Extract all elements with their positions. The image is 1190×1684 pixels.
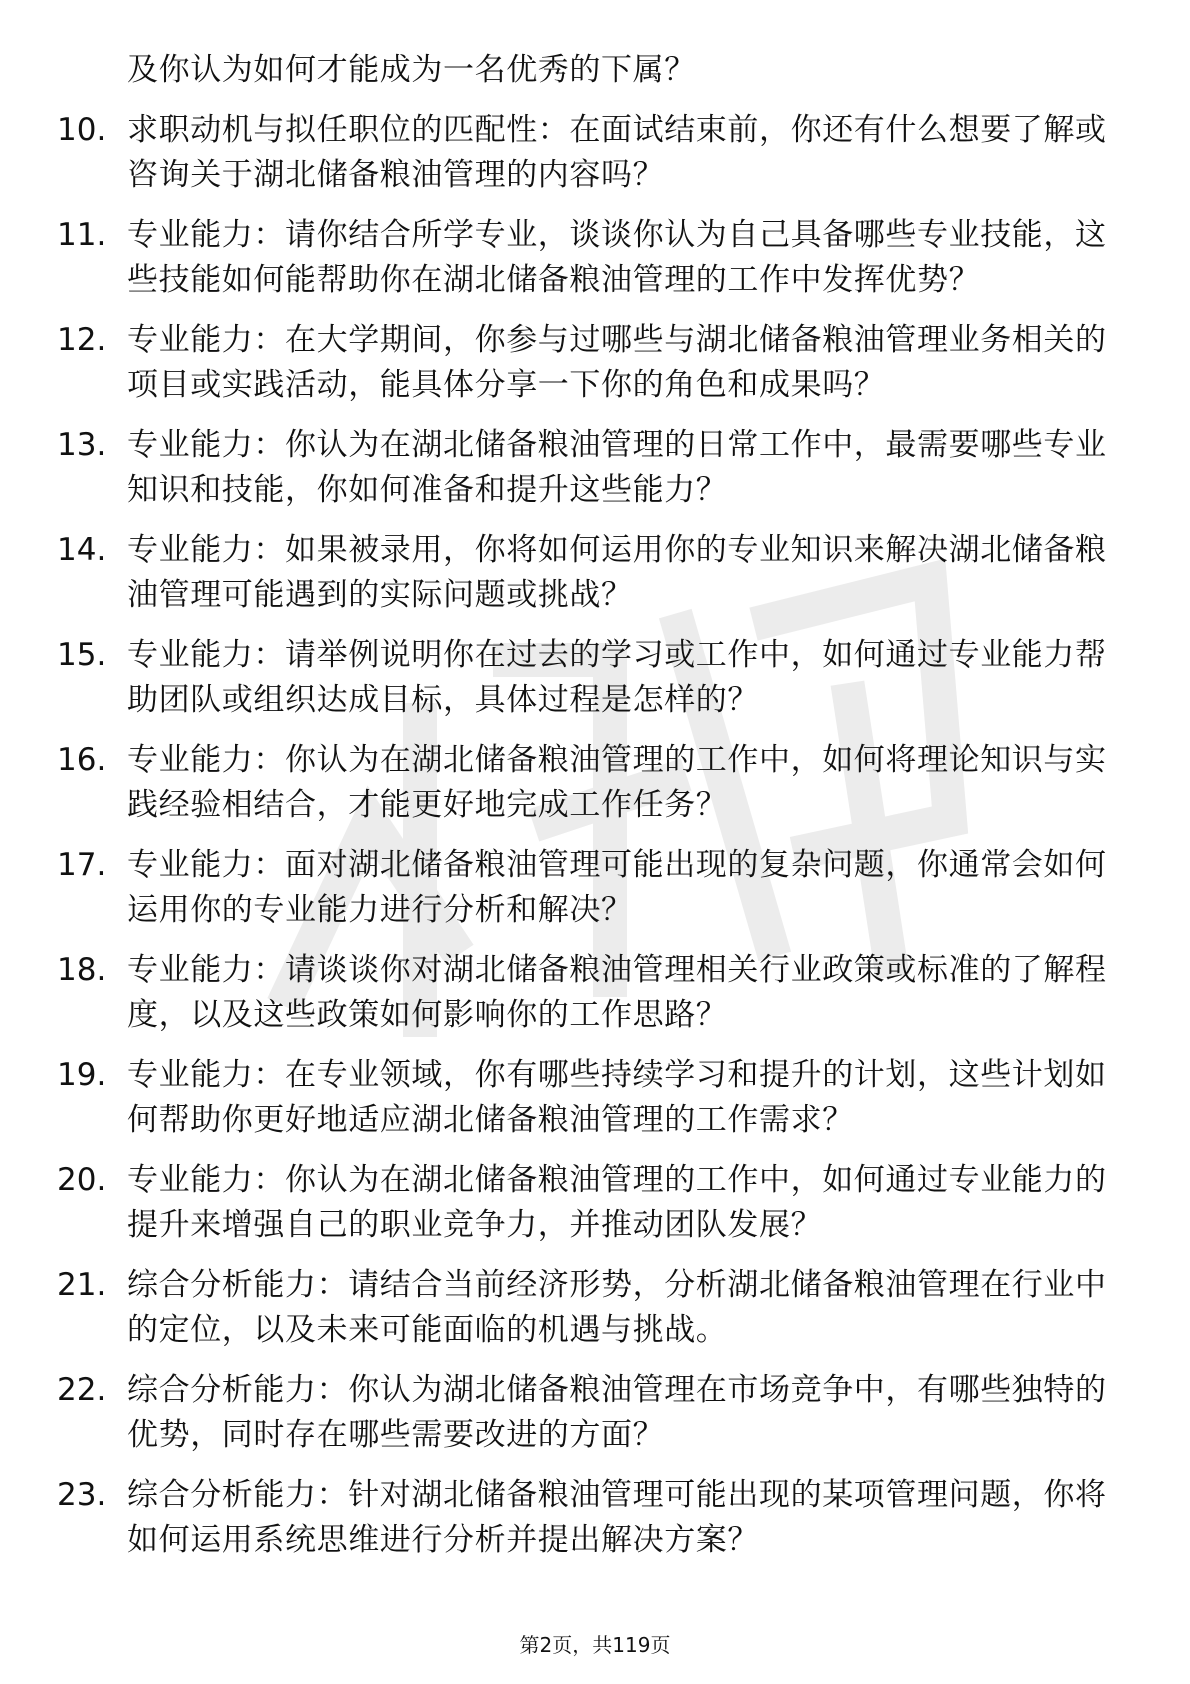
question-item <box>0 423 1117 513</box>
question-continuation <box>0 48 1117 93</box>
question-item <box>0 948 1117 1038</box>
question-item <box>0 1473 1117 1563</box>
page-footer: 第2页，共119页 <box>519 1633 671 1657</box>
question-text: 综合分析能力：你认为湖北储备粮油管理在市场竞争中，有哪些独特的优势，同时存在哪些需要改进的方面？ <box>127 1372 1107 1453</box>
question-number: 21. <box>57 1267 107 1303</box>
question-number: 13. <box>57 427 107 463</box>
question-text: 专业能力：在专业领域，你有哪些持续学习和提升的计划，这些计划如何帮助你更好地适应湖北储备粮油管理的工作需求？ <box>127 1057 1107 1138</box>
question-text: 专业能力：如果被录用，你将如何运用你的专业知识来解决湖北储备粮油管理可能遇到的实际问题或挑战？ <box>127 532 1107 613</box>
question-number: 14. <box>57 532 107 568</box>
question-item <box>0 318 1117 408</box>
question-number: 19. <box>57 1057 107 1093</box>
question-text: 求职动机与拟任职位的匹配性：在面试结束前，你还有什么想要了解或咨询关于湖北储备粮油管理的内容吗？ <box>127 112 1107 193</box>
question-item <box>0 108 1117 198</box>
question-number: 18. <box>57 952 107 988</box>
question-item <box>0 1263 1117 1353</box>
question-number: 16. <box>57 742 107 778</box>
question-list <box>0 108 1190 1578</box>
question-text: 综合分析能力：请结合当前经济形势，分析湖北储备粮油管理在行业中的定位，以及未来可能面临的机遇与挑战。 <box>127 1267 1107 1348</box>
question-number: 15. <box>57 637 107 673</box>
question-item <box>0 738 1117 828</box>
question-item <box>0 1368 1117 1458</box>
question-number: 11. <box>57 217 107 253</box>
question-text: 专业能力：请你结合所学专业，谈谈你认为自己具备哪些专业技能，这些技能如何能帮助你在湖北储备粮油管理的工作中发挥优势？ <box>127 217 1107 298</box>
question-number: 17. <box>57 847 107 883</box>
question-text: 专业能力：面对湖北储备粮油管理可能出现的复杂问题，你通常会如何运用你的专业能力进行分析和解决？ <box>127 847 1107 928</box>
question-continuation-text: 及你认为如何才能成为一名优秀的下属？ <box>127 52 696 88</box>
question-text: 专业能力：你认为在湖北储备粮油管理的工作中，如何将理论知识与实践经验相结合，才能更好地完成工作任务？ <box>127 742 1107 823</box>
question-number: 20. <box>57 1162 107 1198</box>
question-text: 专业能力：在大学期间，你参与过哪些与湖北储备粮油管理业务相关的项目或实践活动，能具体分享一下你的角色和成果吗？ <box>127 322 1107 403</box>
question-number: 23. <box>57 1477 107 1513</box>
question-item <box>0 1053 1117 1143</box>
question-item <box>0 633 1117 723</box>
question-item <box>0 528 1117 618</box>
question-item <box>0 843 1117 933</box>
question-text: 专业能力：请谈谈你对湖北储备粮油管理相关行业政策或标准的了解程度，以及这些政策如何影响你的工作思路？ <box>127 952 1107 1033</box>
question-item <box>0 1158 1117 1248</box>
question-number: 12. <box>57 322 107 358</box>
question-number: 22. <box>57 1372 107 1408</box>
question-text: 综合分析能力：针对湖北储备粮油管理可能出现的某项管理问题，你将如何运用系统思维进行分析并提出解决方案？ <box>127 1477 1107 1558</box>
question-text: 专业能力：你认为在湖北储备粮油管理的工作中，如何通过专业能力的提升来增强自己的职业竞争力，并推动团队发展？ <box>127 1162 1107 1243</box>
question-number: 10. <box>57 112 107 148</box>
question-text: 专业能力：请举例说明你在过去的学习或工作中，如何通过专业能力帮助团队或组织达成目标，具体过程是怎样的？ <box>127 637 1107 718</box>
question-item <box>0 213 1117 303</box>
question-text: 专业能力：你认为在湖北储备粮油管理的日常工作中，最需要哪些专业知识和技能，你如何准备和提升这些能力？ <box>127 427 1107 508</box>
